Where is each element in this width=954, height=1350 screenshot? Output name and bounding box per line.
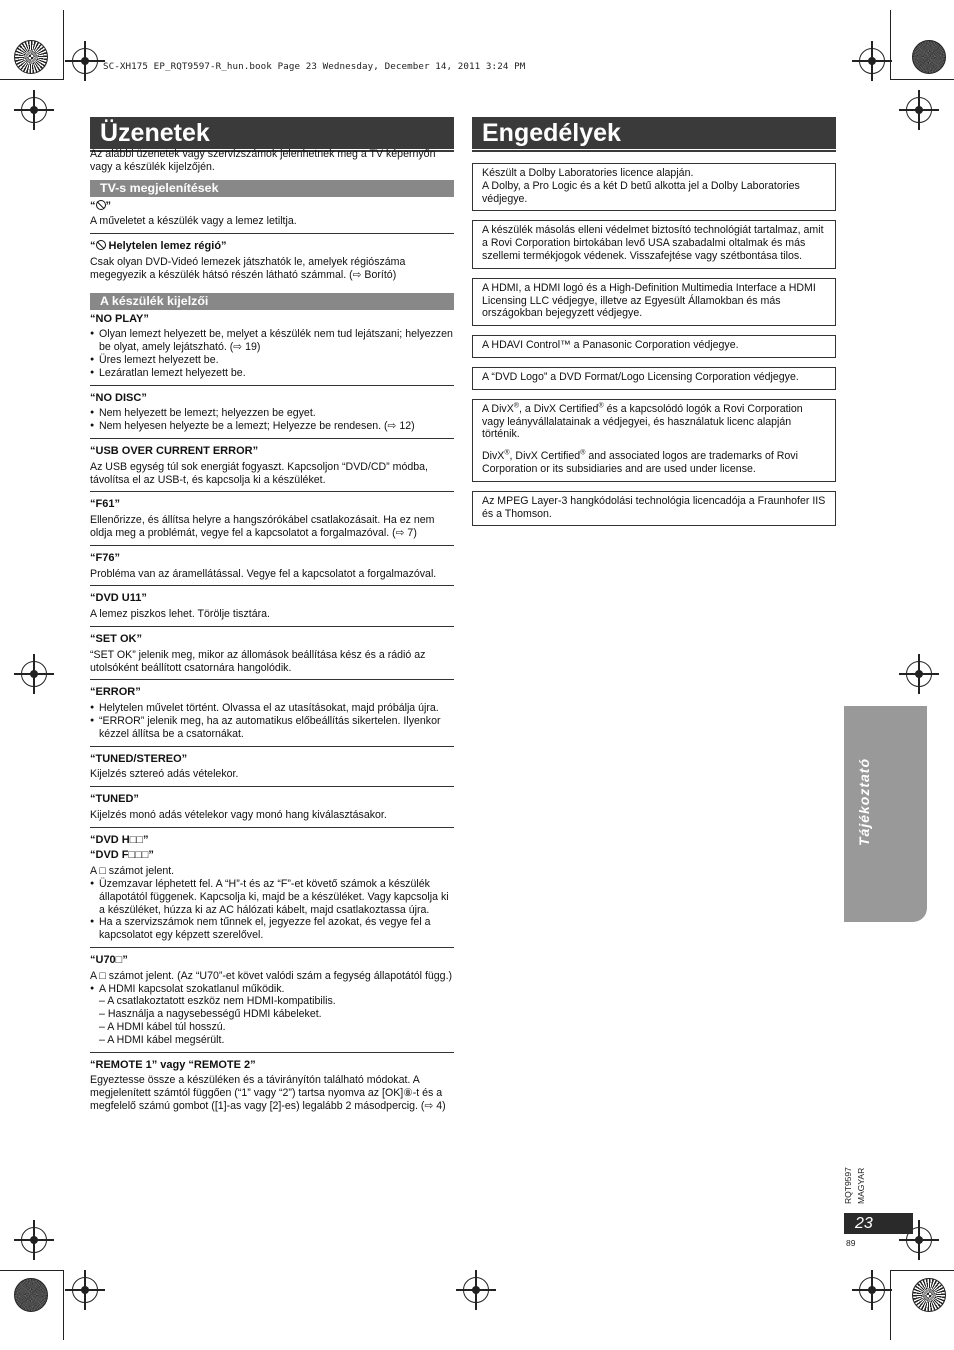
- entry-dvd-u11: [90, 592, 454, 627]
- entry-title: “NO PLAY”: [90, 312, 149, 325]
- print-mark: [912, 1278, 946, 1312]
- book-header: SC-XH175 EP_RQT9597-R_hun.book Page 23 Wednesday, December 14, 2011 3:24 PM: [103, 61, 526, 72]
- entry-prohibited: [90, 200, 454, 235]
- entry-title: “TUNED”: [90, 793, 139, 806]
- entry-text: Probléma van az áramellátással. Vegye fel a kapcsolatot a forgalmazóval.: [90, 567, 437, 580]
- license-text: Készült a Dolby Laboratories licence alapján. A Dolby, a Pro Logic és a két D betű alkotta jel a Dolby Laboratories védjegye.: [482, 167, 800, 205]
- language-label: MAGYAR: [856, 1167, 866, 1204]
- crop-line: [63, 10, 64, 80]
- entry-u70: [90, 954, 454, 1053]
- entry-title: “SET OK”: [90, 632, 142, 645]
- print-mark: [14, 40, 48, 74]
- intro-text: Az alábbi üzenetek vagy szervizszámok jelenhetnek meg a TV képernyőn vagy a készülék kijelzőjén.: [90, 148, 436, 173]
- entry-no-play: [90, 313, 454, 386]
- entry-title: “U70□”: [90, 954, 128, 967]
- entry-bullet: ● Nem helyezett be lemezt; helyezzen be egyet.: [90, 407, 454, 420]
- entry-title: “ERROR”: [90, 686, 141, 699]
- entry-title: “TUNED/STEREO”: [90, 752, 188, 765]
- title-text: Üzenetek: [100, 119, 210, 147]
- license-text: DivX®, DivX Certified® and associated logos are trademarks of Rovi Corporation or its subsidiaries and are used under license.: [482, 449, 798, 475]
- entry-title: “ Helytelen lemez régió”: [90, 240, 227, 253]
- entry-title: “USB OVER CURRENT ERROR”: [90, 444, 259, 457]
- crop-line: [890, 10, 891, 80]
- entry-title: “DVD U11”: [90, 592, 147, 605]
- entry-title: “DVD F□□□”: [90, 849, 154, 862]
- entry-text: Kijelzés sztereó adás vételekor.: [90, 768, 239, 781]
- license-text: A készülék másolás elleni védelmet biztosító technológiát tartalmaz, amit a Rovi Corporation birtokában levő USA szabadalmi oltalmak és más szellemi termékjogok védenek. Visszafejtése vagy szétbontása tilos.: [482, 224, 824, 262]
- page-title-messages: [90, 117, 454, 149]
- entry-subitem: – Használja a nagysebességű HDMI kábeleket.: [99, 1008, 322, 1021]
- entry-text: Csak olyan DVD-Videó lemezek játszhatók le, amelyek régiószáma megegyezik a készülék hátsó részén látható számmal. (⇨ Borító): [90, 255, 406, 281]
- sub-page-number: 89: [846, 1238, 856, 1248]
- license-hdmi: [472, 278, 836, 326]
- entry-text: Az USB egység túl sok energiát fogyaszt. Kapcsoljon “DVD/CD” módba, távolítsa el az USB-t, és kapcsolja ki a készüléket.: [90, 460, 428, 486]
- entry-f76: [90, 552, 454, 587]
- entry-subitem: – A HDMI kábel túl hosszú.: [99, 1021, 226, 1034]
- page-number: 23: [844, 1213, 913, 1234]
- entry-no-disc: [90, 392, 454, 439]
- entry-bullet: ● Ha a szervizszámok nem tűnnek el, jegyezze fel azokat, és vegye fel a kapcsolatot egy képzett szerelővel.: [90, 916, 454, 942]
- license-text: A DivX®, a DivX Certified® és a kapcsolódó logók a Rovi Corporation vagy leányvállalatainak a védjegyei, és használatuk licenc alapján történik.: [482, 402, 803, 441]
- license-rovi: [472, 220, 836, 268]
- crop-line: [0, 79, 64, 80]
- license-dolby: [472, 163, 836, 211]
- entry-subitem: – A HDMI kábel megsérült.: [99, 1033, 225, 1046]
- entry-bullet: ● Nem helyesen helyezte be a lemezt; Helyezze be rendesen. (⇨ 12): [90, 420, 454, 433]
- title-text: Engedélyek: [482, 119, 621, 147]
- entry-title: “NO DISC”: [90, 391, 147, 404]
- entry-bullet: ● A HDMI kapcsolat szokatlanul működik.: [90, 983, 454, 996]
- entry-title: “F61”: [90, 498, 120, 511]
- registration-mark: [859, 1277, 885, 1303]
- crop-line: [890, 1270, 954, 1271]
- entry-bullet: ● Üres lemezt helyezett be.: [90, 354, 454, 367]
- side-tab-label: Tájékoztató: [856, 757, 872, 847]
- entry-region: [90, 240, 454, 286]
- prohibited-icon: [96, 200, 106, 210]
- messages-column: [90, 148, 454, 1124]
- crop-line: [63, 1270, 64, 1340]
- entry-dvd-h-f: [90, 834, 454, 948]
- prohibited-icon: [96, 240, 106, 250]
- registration-mark: [21, 97, 47, 123]
- registration-mark: [906, 97, 932, 123]
- section-header-device: A készülék kijelzői: [90, 293, 454, 310]
- entry-text: Kijelzés monó adás vételekor vagy monó hang kiválasztásakor.: [90, 808, 387, 821]
- entry-text: A □ számot jelent. (Az “U70”-et követ valódi szám a fegység állapotától függ.): [90, 969, 453, 982]
- registration-mark: [21, 661, 47, 687]
- entry-text: Ellenőrizze, és állítsa helyre a hangszórókábel csatlakozásait. Ha ez nem oldja meg a problémát, vegye fel a kapcsolatot a forgalmazóval. (⇨ 7): [90, 514, 435, 539]
- license-dvd-logo: [472, 367, 836, 390]
- entry-title: “REMOTE 1” vagy “REMOTE 2”: [90, 1058, 256, 1071]
- licenses-column: [472, 163, 836, 535]
- license-divx: [472, 399, 836, 482]
- entry-f61: [90, 498, 454, 545]
- crop-line: [0, 1270, 64, 1271]
- entry-bullet: ● Üzemzavar léphetett fel. A “H”-t és az “F”-et követő számok a készülék állapotától függenek. Kapcsolja ki, majd be a készüléket. Vagy kapcsolja ki a készüléket, húzza ki az AC hálózati kábelt, majd csatlakoztassa újra.: [90, 878, 454, 916]
- registration-mark: [72, 48, 98, 74]
- entry-title: “F76”: [90, 551, 120, 564]
- entry-text: A lemez piszkos lehet. Törölje tisztára.: [90, 608, 270, 621]
- registration-mark: [906, 661, 932, 687]
- license-text: A HDAVI Control™ a Panasonic Corporation védjegye.: [482, 339, 739, 352]
- entry-remote: [90, 1059, 454, 1118]
- print-mark: [912, 40, 946, 74]
- entry-title: “ ”: [90, 199, 111, 212]
- license-mpeg: [472, 491, 836, 527]
- crop-line: [890, 79, 954, 80]
- entry-error: [90, 686, 454, 746]
- registration-mark: [72, 1277, 98, 1303]
- license-hdavi: [472, 335, 836, 358]
- entry-tuned-stereo: [90, 753, 454, 788]
- entry-text: “SET OK” jelenik meg, mikor az állomások beállítása kész és a rádió az utolsóként beállított csatornára hangolódik.: [90, 648, 426, 674]
- entry-title: “DVD H□□”: [90, 833, 149, 846]
- entry-usb-over-current: [90, 445, 454, 492]
- entry-text: Egyeztesse össze a készüléken és a távirányítón található módokat. A megjelenített számtól függően (“1” vagy “2”) tartsa nyomva az [OK]⑧-t és a megfelelő számú gombot ([1]-as vagy [2]-es) legalább 2 másodpercig. (⇨ 4): [90, 1074, 446, 1113]
- doc-code: RQT9597: [843, 1167, 853, 1204]
- entry-subitem: – A csatlakoztatott eszköz nem HDMI-kompatibilis.: [99, 995, 336, 1008]
- crop-line: [890, 1270, 891, 1340]
- registration-mark: [463, 1277, 489, 1303]
- entry-bullet: ● “ERROR” jelenik meg, ha az automatikus előbeállítás sikertelen. Ilyenkor kézzel állítsa be a csatornákat.: [90, 715, 454, 741]
- license-text: A “DVD Logo” a DVD Format/Logo Licensing Corporation védjegye.: [482, 370, 799, 383]
- print-mark: [14, 1278, 48, 1312]
- registration-mark: [859, 48, 885, 74]
- license-text: A HDMI, a HDMI logó és a High-Definition Multimedia Interface a HDMI Licensing LLC védjegye, illetve az Egyesült Államokban és más országokban bejegyzett védjegye.: [482, 281, 816, 320]
- registration-mark: [21, 1227, 47, 1253]
- entry-text: A műveletet a készülék vagy a lemez letiltja.: [90, 215, 297, 228]
- entry-set-ok: [90, 633, 454, 680]
- entry-text: A □ számot jelent.: [90, 865, 175, 878]
- entry-tuned: [90, 793, 454, 828]
- section-header-tv: TV-s megjelenítések: [90, 180, 454, 197]
- entry-bullet: ● Helytelen művelet történt. Olvassa el az utasításokat, majd próbálja újra.: [90, 702, 454, 715]
- page-title-licenses: [472, 117, 836, 149]
- entry-bullet: ● Lezáratlan lemezt helyezett be.: [90, 367, 454, 380]
- license-text: Az MPEG Layer-3 hangkódolási technológia licencadója a Fraunhofer IIS és a Thomson.: [482, 494, 826, 520]
- entry-bullet: ● Olyan lemezt helyezett be, melyet a készülék nem tud lejátszani; helyezzen be olyat, amely lejátszható. (⇨ 19): [90, 328, 454, 354]
